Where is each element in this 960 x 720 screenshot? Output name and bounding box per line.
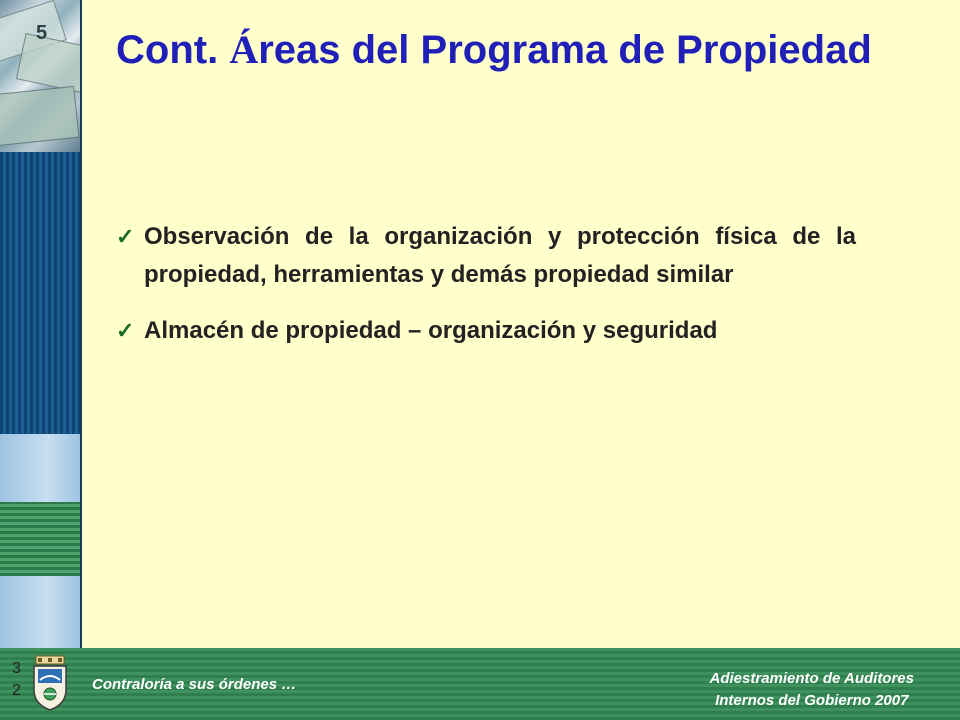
left-decorative-strip (0, 0, 82, 648)
footer-bar (0, 648, 960, 720)
slide-title (116, 24, 936, 76)
course-line-2: Internos del Gobierno 2007 (715, 692, 909, 709)
title-accent-letter: Á (229, 27, 259, 72)
title-rest: reas del Programa de Propiedad (258, 28, 872, 72)
blue-stripe-block (0, 152, 80, 434)
money-photo: 5 (0, 0, 80, 152)
footer-slogan: Contraloría a sus órdenes … (92, 676, 297, 693)
footer-course-info (710, 668, 914, 712)
bullet-item (116, 218, 856, 294)
check-icon: ✓ (116, 318, 135, 343)
green-stripe-block (0, 502, 80, 576)
title-prefix: Cont. (116, 28, 230, 72)
sidebar-divider (80, 0, 82, 648)
bullet-list (116, 218, 856, 368)
check-icon: ✓ (116, 224, 135, 249)
bullet-text: Observación de la organización y protección física de la propiedad, herramientas y demás propiedad similar (144, 223, 856, 288)
light-blue-block (0, 576, 80, 648)
course-line-1: Adiestramiento de Auditores (709, 670, 914, 687)
bullet-text: Almacén de propiedad – organización y seguridad (144, 317, 718, 344)
crest-logo-icon (30, 654, 70, 712)
bullet-item (116, 312, 856, 350)
light-blue-block (0, 434, 80, 502)
slide-number: 32 (12, 660, 21, 699)
